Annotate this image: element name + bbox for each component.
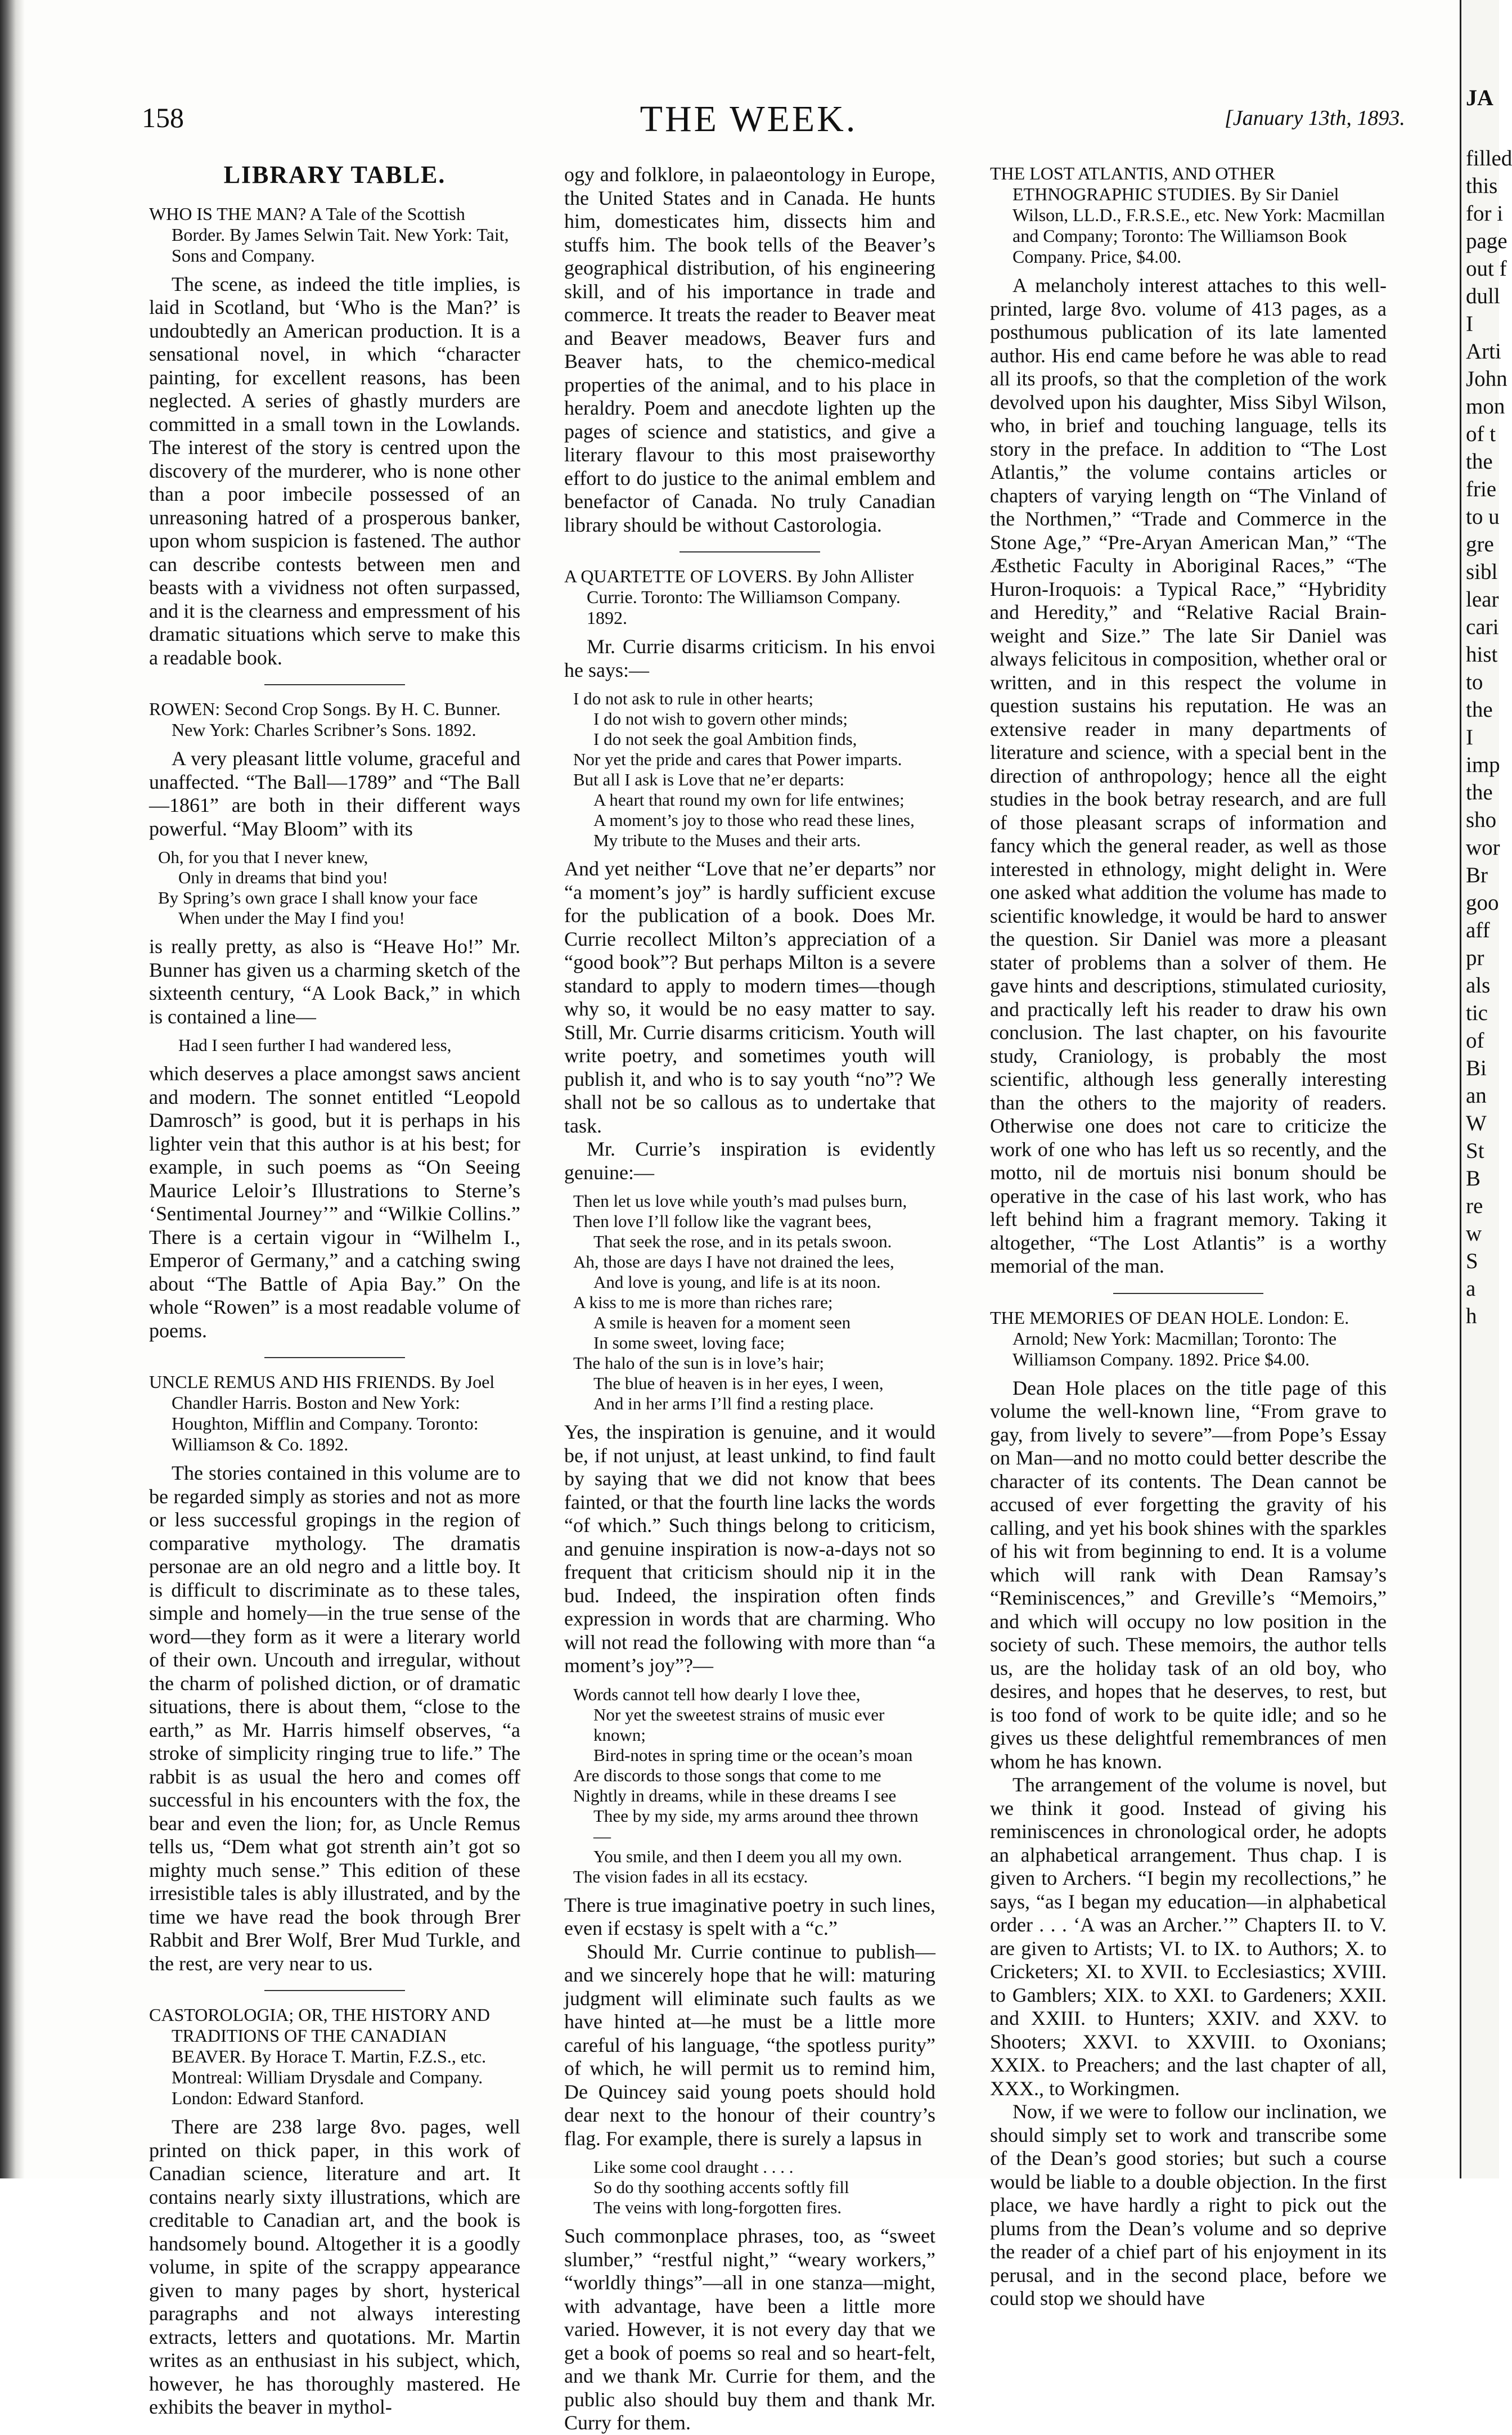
adjacent-line: an <box>1466 1084 1487 1108</box>
page-number: 158 <box>142 102 184 133</box>
verse-line: I do not ask to rule in other hearts; <box>573 689 814 708</box>
verse-quote <box>158 1035 520 1055</box>
column-3 <box>990 163 1387 2311</box>
adjacent-line: John <box>1466 367 1508 391</box>
review-paragraph: Should Mr. Currie continue to publish—and we sincerely hope that he will: maturing judgment will eliminate such faults as we have hinted at—he must be a little more careful of his language, “the spotless purity” of which, he will permit us to remind him, De Quincey said young poets should hold dear next to the honour of their country’s flag. For example, there is surely a lapsus in <box>564 1940 935 2150</box>
adjacent-line: this <box>1466 174 1498 198</box>
verse-line: A moment’s joy to those who read these lines, <box>593 810 915 830</box>
adjacent-line: W <box>1466 1111 1487 1135</box>
review-heading-castorologia: CASTOROLOGIA; OR, THE HISTORY AND TRADITIONS OF THE CANADIAN BEAVER. By Horace T. Martin, F.Z.S., etc. Montreal: William Drysdale and Company. London: Edward Stanford. <box>149 2005 490 2108</box>
adjacent-line: filled <box>1466 146 1512 170</box>
adjacent-line: lear <box>1466 587 1499 612</box>
adjacent-line: of t <box>1466 422 1496 446</box>
divider <box>264 1357 406 1358</box>
verse-line: Oh, for you that I never knew, <box>158 847 368 867</box>
verse-line: Thee by my side, my arms around thee thrown— <box>593 1805 919 1846</box>
verse-line: And in her arms I’ll find a resting place. <box>593 1394 874 1413</box>
verse-line: I do not wish to govern other minds; <box>593 709 848 729</box>
verse-line: In some sweet, loving face; <box>593 1333 785 1353</box>
review-paragraph: Such commonplace phrases, too, as “sweet slumber,” “restful night,” “weary workers,” “worldly things”—all in one stanza—might, with advantage, have been a little more varied. However, it is not every day that we get a book of poems so real and so heart-felt, and we thank Mr. Currie for them, and the public also should buy them and thank Mr. Curry for them. <box>564 2225 935 2434</box>
adjacent-line: sibl <box>1466 560 1498 584</box>
review-heading-rowen: ROWEN: Second Crop Songs. By H. C. Bunner. New York: Charles Scribner’s Sons. 1892. <box>149 699 501 740</box>
verse-quote <box>573 1684 935 1887</box>
adjacent-line: wor <box>1466 835 1500 860</box>
review-paragraph: A melancholy interest attaches to this well-printed, large 8vo. volume of 413 pages, as a posthumous publication of its late lamented author. His end came before he was able to read all its proofs, so that the completion of the work devolved upon his daughter, Miss Sibyl Wilson, who, in brief and touching language, tells its story in the preface. In addition to “The Lost Atlantis,” the volume contains articles or chapters of varying length on “The Vinland of the Northmen,” “Trade and Commerce in the Stone Age,” “Pre-Aryan American Man,” “The Æsthetic Faculty in Aboriginal Races,” “The Huron-Iroquois: a Typical Race,” “Hybridity and Heredity,” and “Relative Racial Brain-weight and Size.” The late Sir Daniel was always felicitous in composition, whether oral or written, and in this respect the volume in question sustains his reputation. He was an extensive reader in many departments of literature and science, with a special bent in the direction of anthropology; hence all the eight studies in the book betray research, and are full of those pleasant scraps of information and fancy which the general reader, as well as those interested in ethnology, might delight in. Were one asked what addition the volume has made to scientific knowledge, it would be hard to answer the question. Sir Daniel was more a pleasant stater of problems than a solver of them. He gave hints and descriptions, stimulated curiosity, and practically left his reader to draw his own conclusion. The last chapter, on his favourite study, Craniology, is probably the most scientific, although less generally interesting than the others to the majority of readers. Otherwise one does not care to criticize the work of one who has left us so recently, and the motto, nil de mortuis nisi bonum should be operative in the case of his last work, who has left behind him a fragrant memory. Taking it altogether, “The Lost Atlantis” is a worthy memorial of the man. <box>990 274 1387 1277</box>
adjacent-line: the <box>1466 698 1493 722</box>
adjacent-line: w <box>1466 1221 1482 1246</box>
review-paragraph: A very pleasant little volume, graceful and unaffected. “The Ball—1789” and “The Ball—1861” are both in their different ways powerful. “May Bloom” with its <box>149 747 520 840</box>
verse-line: The vision fades in all its ecstacy. <box>573 1866 808 1886</box>
divider <box>264 1990 406 1991</box>
verse-line: So do thy soothing accents softly fill <box>593 2177 849 2197</box>
review-paragraph: which deserves a place amongst saws ancient and modern. The sonnet entitled “Leopold Damrosch” is good, but it is perhaps in his lighter vein that this author is at his best; for example, in such poems as “On Seeing Maurice Leloir’s Illustrations to Sterne’s ‘Sentimental Journey’” and “Wilkie Collins.” There is a certain vigour in “Wilhelm I., Emperor of Germany,” and a catching swing about “The Battle of Apia Bay.” On the whole “Rowen” is a most readable volume of poems. <box>149 1062 520 1342</box>
adjacent-line: I <box>1466 312 1473 336</box>
adjacent-line: a <box>1466 1277 1476 1301</box>
review-paragraph: ogy and folklore, in palaeontology in Europe, the United States and in Canada. He hunts him, domesticates him, dissects him and stuffs him. The book tells of the Beaver’s geographical distribution, of his engineering skill, and of his importance in trade and commerce. It treats the reader to Beaver meat and Beaver meadows, Beaver furs and Beaver hats, to the chemico-medical properties of the animal, and to his place in heraldry. Poem and anecdote lighten up the pages of science and statistics, and give a literary flavour to this most praiseworthy effort to do justice to the animal emblem and benefactor of Canada. No truly Canadian library should be without Castorologia. <box>564 163 935 536</box>
adjacent-line: dull <box>1466 284 1500 308</box>
review-paragraph: And yet neither “Love that ne’er departs” nor “a moment’s joy” is hardly sufficient excuse for the publication of a book. Does Mr. Currie recollect Milton’s appreciation of a “good book”? But perhaps Milton is a severe standard to apply to modern times—though why so, it would be no easy matter to say. Still, Mr. Currie disarms criticism. Youth will write poetry, and sometimes youth will publish it, and who is to say youth “no”? We shall not be so callous as to undertake that task. <box>564 857 935 1137</box>
column-2 <box>564 163 935 2435</box>
verse-quote <box>573 2157 935 2218</box>
verse-line: And love is young, and life is at its noon. <box>593 1272 881 1292</box>
adjacent-line: h <box>1466 1304 1477 1328</box>
verse-line: Only in dreams that bind you! <box>178 868 388 887</box>
adjacent-line: re <box>1466 1194 1483 1218</box>
verse-line: A heart that round my own for life entwines; <box>593 790 904 810</box>
adjacent-line: tic <box>1466 1001 1488 1025</box>
adjacent-line: B <box>1466 1166 1481 1190</box>
adjacent-line: the <box>1466 450 1493 474</box>
divider <box>264 684 406 685</box>
column-1 <box>149 163 520 2419</box>
adjacent-line: mon <box>1466 394 1505 419</box>
review-paragraph: Now, if we were to follow our inclination, we should simply set to work and transcribe some of the Dean’s good stories; but such a course would be liable to a double objection. In the first place, we have hardly a right to pick out the plums from the Dean’s volume and so deprive the reader of a chief part of his enjoyment in its perusal, and in the second place, before we could stop we should have <box>990 2100 1387 2310</box>
review-heading-quartette-of-lovers: A QUARTETTE OF LOVERS. By John Allister Currie. Toronto: The Williamson Company. 1892. <box>564 566 914 628</box>
review-heading-dean-hole: THE MEMORIES OF DEAN HOLE. London: E. Arnold; New York: Macmillan; Toronto: The Williamson Company. 1892. Price $4.00. <box>990 1307 1349 1369</box>
adjacent-line: for i <box>1466 201 1504 226</box>
adjacent-line: to <box>1466 670 1483 694</box>
verse-line: You smile, and then I deem you all my own. <box>593 1846 902 1866</box>
adjacent-line: cari <box>1466 615 1499 639</box>
verse-line: Had I seen further I had wandered less, <box>178 1035 452 1055</box>
adjacent-line: Bi <box>1466 1056 1487 1080</box>
verse-line: Nor yet the pride and cares that Power imparts. <box>573 749 902 769</box>
verse-quote <box>573 689 935 851</box>
adjacent-line: pr <box>1466 946 1484 970</box>
verse-line: By Spring’s own grace I shall know your face <box>158 888 478 907</box>
verse-quote <box>158 847 520 928</box>
adjacent-line: imp <box>1466 753 1500 777</box>
divider <box>680 551 821 552</box>
review-paragraph: is really pretty, as also is “Heave Ho!” Mr. Bunner has given us a charming sketch of the sixteenth century, “A Look Back,” in which is contained a line— <box>149 935 520 1028</box>
verse-quote <box>573 1191 935 1414</box>
verse-line: The veins with long-forgotten fires. <box>593 2198 842 2217</box>
verse-line: When under the May I find you! <box>178 908 405 928</box>
verse-line: Then let us love while youth’s mad pulses burn, <box>573 1191 907 1211</box>
verse-line: Then love I’ll follow like the vagrant bees, <box>573 1211 872 1231</box>
section-title: LIBRARY TABLE. <box>223 161 446 188</box>
review-paragraph: There are 238 large 8vo. pages, well printed on thick paper, in this work of Canadian science, literature and art. It contains nearly sixty illustrations, which are creditable to Canadian art, and the book is handsomely bound. Altogether it is a goodly volume, in spite of the scrappy appearance given to many pages by short, hysterical paragraphs and not always interesting extracts, letters and quotations. Mr. Martin writes as an enthusiast in his subject, which, however, he has thoroughly mastered. He exhibits the beaver in mythol- <box>149 2115 520 2418</box>
verse-line: I do not seek the goal Ambition finds, <box>593 729 857 749</box>
verse-line: The halo of the sun is in love’s hair; <box>573 1353 824 1373</box>
adjacent-line: gre <box>1466 532 1494 556</box>
adjacent-line: aff <box>1466 918 1490 942</box>
review-heading-lost-atlantis: THE LOST ATLANTIS, AND OTHER ETHNOGRAPHIC STUDIES. By Sir Daniel Wilson, LL.D., F.R.S.E., etc. New York: Macmillan and Company; Toronto: The Williamson Book Company. Price, $4.00. <box>990 163 1385 267</box>
page-header <box>0 98 1440 146</box>
adjacent-line: Arti <box>1466 339 1501 363</box>
verse-line: Words cannot tell how dearly I love thee, <box>573 1684 861 1704</box>
verse-line: Are discords to those songs that come to me <box>573 1765 881 1785</box>
adjacent-line: I <box>1466 725 1473 749</box>
adjacent-line: St <box>1466 1139 1484 1163</box>
adjacent-line: goo <box>1466 891 1499 915</box>
review-paragraph: Mr. Currie disarms criticism. In his envoi he says:— <box>564 635 935 681</box>
verse-line: The blue of heaven is in her eyes, I ween, <box>593 1373 884 1393</box>
adjacent-line: als <box>1466 973 1491 998</box>
verse-line: Like some cool draught . . . . <box>593 2157 794 2177</box>
review-paragraph: Mr. Currie’s inspiration is evidently genuine:— <box>564 1138 935 1184</box>
review-paragraph: The stories contained in this volume are to be regarded simply as stories and not as more or less successful gropings in the region of comparative mythology. The dramatis personae are an old negro and a little boy. It is difficult to discriminate as to these tales, simple and homely—in the true sense of the word—they form as it were a literary world of their own. Uncouth and irregular, without the charm of polished diction, or of dramatic situations, there is about them, “close to the earth,” as Mr. Harris himself observes, “a stroke of simplicity ringing true to life.” The rabbit is as usual the hero and comes off successful in his encounters with the fox, the bear and even the lion; for, as Uncle Remus tells us, “Dem what got strenth ain’t got so mighty much sense.” This edition of these irresistible tales is ably illustrated, and by the time we have read the book through Brer Rabbit and Brer Wolf, Brer Mud Turkle, and the rest, are very near to us. <box>149 1462 520 1975</box>
review-paragraph: Dean Hole places on the title page of this volume the well-known line, “From grave to gay, from lively to severe”—from Pope’s Essay on Man—and no motto could better describe the character of its contents. The Dean cannot be accused of ever forgetting the gravity of his calling, and yet his book shines with the sparkles of his wit from beginning to end. It is a volume which will rank with Dean Ramsay’s “Reminiscences,” and Greville’s “Memoirs,” and which will occupy no low position in the society of such. These memoirs, the author tells us, are the holiday task of an old boy, who desires, and hopes that he deserves, to rest, but is too fond of work to be quite idle; and so he gives us these delightful remembrances of men whom he has known. <box>990 1376 1387 1773</box>
adjacent-line: Br <box>1466 863 1488 887</box>
adjacent-line: sho <box>1466 808 1497 832</box>
adjacent-line: to u <box>1466 505 1500 529</box>
adjacent-page-edge <box>1460 0 1512 2178</box>
dateline: [January 13th, 1893. <box>1225 106 1405 130</box>
adjacent-line: hist <box>1466 643 1498 667</box>
verse-line: Nightly in dreams, while in these dreams I see <box>573 1785 897 1805</box>
verse-line: My tribute to the Muses and their arts. <box>593 830 861 850</box>
verse-line: But all I ask is Love that ne’er departs: <box>573 770 845 789</box>
masthead: THE WEEK. <box>640 98 858 140</box>
verse-line: That seek the rose, and in its petals swoon. <box>593 1232 892 1251</box>
verse-line: Ah, those are days I have not drained the lees, <box>573 1252 894 1272</box>
binding-gutter <box>0 0 25 2178</box>
review-heading-uncle-remus: UNCLE REMUS AND HIS FRIENDS. By Joel Chandler Harris. Boston and New York: Houghton, Mifflin and Company. Toronto: Williamson & Co. 1892. <box>149 1372 495 1454</box>
review-heading-who-is-the-man: WHO IS THE MAN? A Tale of the Scottish Border. By James Selwin Tait. New York: Tait, Sons and Company. <box>149 203 509 266</box>
verse-line: A smile is heaven for a moment seen <box>593 1313 851 1332</box>
adjacent-line: page <box>1466 229 1508 253</box>
divider <box>1113 1293 1264 1294</box>
review-paragraph: There is true imaginative poetry in such lines, even if ecstasy is spelt with a “c.” <box>564 1893 935 1939</box>
adjacent-page-header: JA <box>1466 85 1493 110</box>
review-paragraph: The arrangement of the volume is novel, but we think it good. Instead of giving his reminiscences in chronological order, he adopts an alphabetical arrangement. Thus chap. I is given to Archers. “I begin my recollections,” he says, “as I began my education—in alphabetical order . . . ‘A was an Archer.’” Chapters II. to V. are given to Artists; VI. to IX. to Authors; X. to Cricketers; XI. to XVII. to Ecclesiastics; XVIII. to Gamblers; XIX. to XXI. to Gardeners; XXII. and XXIII. to Hunters; XXIV. and XXV. to Shooters; XXVI. to XXVIII. to Oxonians; XXIX. to Preachers; and the last chapter of all, XXX., to Workingmen. <box>990 1773 1387 2100</box>
adjacent-line: S <box>1466 1249 1478 1273</box>
adjacent-page-text <box>1461 145 1512 1330</box>
adjacent-line: the <box>1466 780 1493 805</box>
verse-line: A kiss to me is more than riches rare; <box>573 1292 833 1312</box>
review-paragraph: Yes, the inspiration is genuine, and it would be, if not unjust, at least unkind, to find fault by saying that we did not know that bees fainted, or that the fourth line lacks the words “of which.” Such things belong to criticism, and genuine inspiration is now-a-days not so frequent that criticism should nip it in the bud. Indeed, the inspiration often finds expression in words that are charming. Who will not read the following with more than “a moment’s joy”?— <box>564 1421 935 1677</box>
verse-line: Bird-notes in spring time or the ocean’s moan <box>593 1745 913 1765</box>
adjacent-line: out f <box>1466 257 1507 281</box>
review-paragraph: The scene, as indeed the title implies, is laid in Scotland, but ‘Who is the Man?’ is undoubtedly an American production. It is a sensational novel, in which “character painting, for excellent reasons, has been neglected. A series of ghastly murders are committed in a small town in the Lowlands. The interest of the story is centred upon the discovery of the murderer, who is none other than a poor imbecile possessed of an unreasoning hatred of a prosperous banker, upon whom suspicion is fastened. The author can describe contests between men and beasts with a vividness not often surpassed, and it is the clearness and empressment of his dramatic situations which serve to make this a readable book. <box>149 272 520 669</box>
adjacent-line: of <box>1466 1028 1484 1053</box>
verse-line: Nor yet the sweetest strains of music ever known; <box>593 1704 885 1745</box>
adjacent-line: frie <box>1466 477 1497 501</box>
